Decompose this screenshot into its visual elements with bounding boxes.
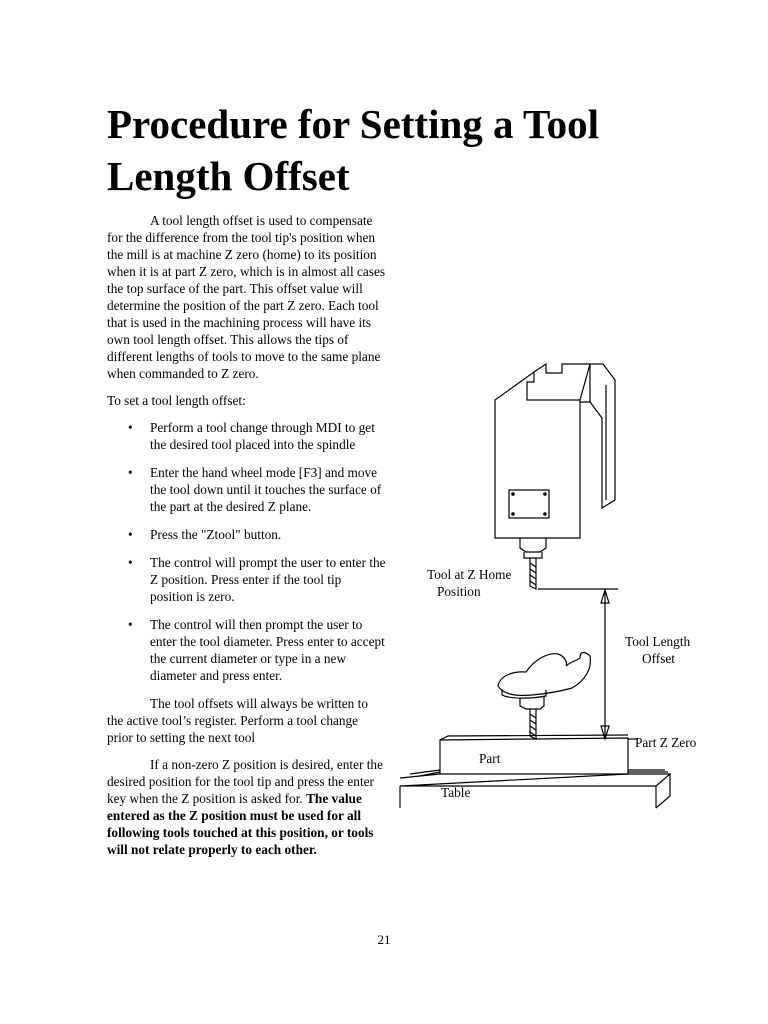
label-table: Table: [441, 785, 471, 800]
spindle-nose: [520, 538, 546, 552]
label-part: Part: [479, 751, 501, 766]
label-part-z-zero: Part Z Zero: [635, 735, 697, 750]
step-text: The control will then prompt the user to enter the tool diameter. Press enter to accept the current diameter or type in a new diameter and press enter.: [150, 617, 385, 683]
page-title: Procedure for Setting a Tool Length Offset: [107, 101, 599, 199]
step-text: The control will prompt the user to enter the Z position. Press enter if the tool tip position is zero.: [150, 555, 386, 604]
bullet-icon: •: [128, 527, 133, 542]
steps-list: [107, 419, 387, 684]
tool-holder: [498, 653, 590, 696]
steps-intro: To set a tool length offset:: [107, 393, 246, 408]
bullet-icon: •: [128, 420, 133, 435]
page-number: 21: [377, 932, 391, 947]
bullet-icon: •: [128, 555, 133, 570]
closing-warning: The value entered as the Z position must be used for all following tools touched at this position, or tools will not relate properly to each other.: [107, 791, 374, 857]
tool-offset-figure: [396, 360, 726, 820]
intro-paragraph: A tool length offset is used to compensate for the difference from the tool tip's position when the mill is at machine Z zero (home) to its position when it is at part Z zero, which is in almost all cases the top surface of the part. This offset value will determine the position of the part Z zero. Each tool that is used in the machining process will have its own tool length offset. This allows the tips of different lengths of tools to move to the same plane when commanded to Z zero.: [107, 213, 386, 381]
label-offset-line1: Tool Length: [625, 634, 691, 649]
body-column: [107, 212, 387, 868]
note-paragraph: The tool offsets will always be written to the active tool’s register. Perform a tool change prior to setting the next tool: [107, 696, 369, 745]
step-item: [107, 526, 387, 543]
access-plate: [509, 490, 549, 518]
label-tool-home-line1: Tool at Z Home: [427, 567, 512, 582]
label-tool-home-line2: Position: [437, 584, 481, 599]
closing-paragraph: [107, 756, 387, 858]
closing-text: If a non-zero Z position is desired, enter the desired position for the tool tip and press the enter key when the Z position is asked for.: [107, 757, 383, 806]
step-item: [107, 464, 387, 515]
label-offset-line2: Offset: [642, 651, 675, 666]
spindle-head: [495, 372, 580, 538]
part-block: [440, 738, 628, 774]
step-item: [107, 419, 387, 453]
step-item: [107, 616, 387, 684]
step-text: Press the "Ztool" button.: [150, 527, 282, 542]
bullet-icon: •: [128, 617, 133, 632]
bullet-icon: •: [128, 465, 133, 480]
step-text: Enter the hand wheel mode [F3] and move the tool down until it touches the surface of the part at the desired Z plane.: [150, 465, 382, 514]
step-item: [107, 554, 387, 605]
step-text: Perform a tool change through MDI to get the desired tool placed into the spindle: [150, 420, 375, 452]
